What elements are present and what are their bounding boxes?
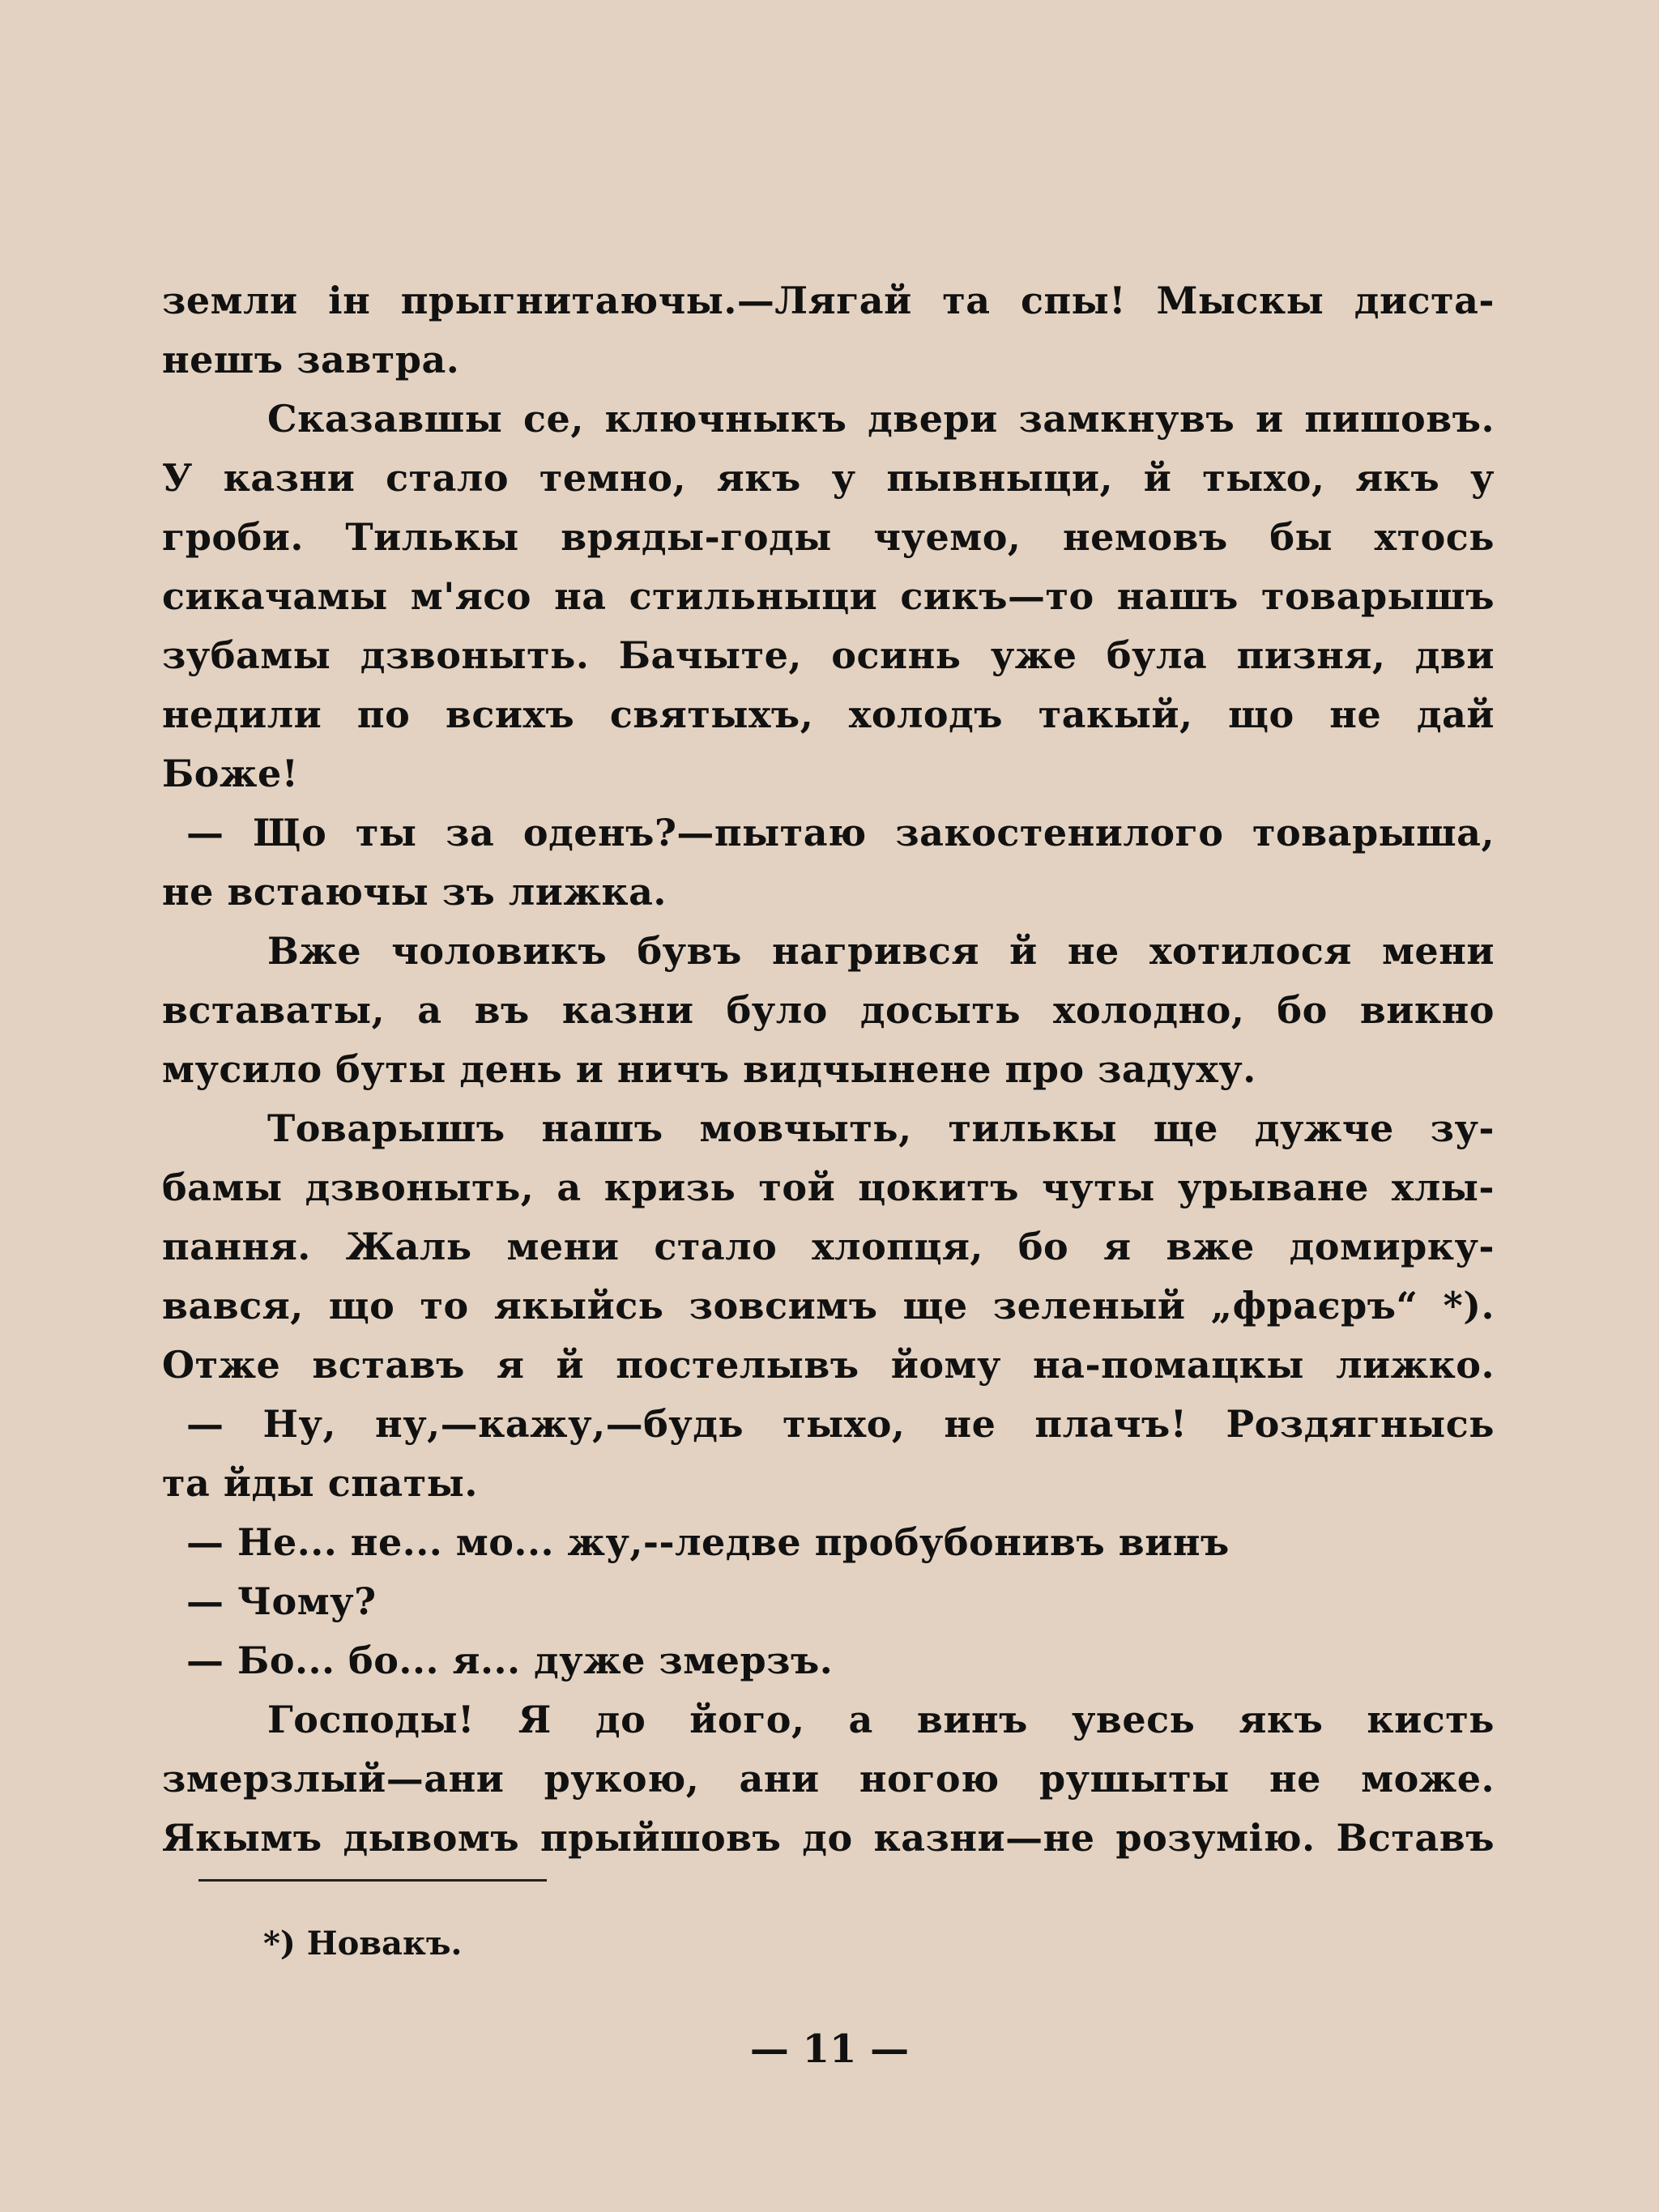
footnote-divider	[198, 1879, 547, 1882]
text-line: нешъ завтра.	[162, 338, 460, 381]
text-line: — Що ты за оденъ?—пытаю закостенилого товарыша,	[186, 811, 1495, 855]
text-line: та йды спаты.	[162, 1461, 478, 1505]
text-line: Товарышъ нашъ мовчыть, тилькы ще дужче зу-	[267, 1106, 1495, 1150]
text-line: мусило буты день и ничъ видчынене про задуху.	[162, 1047, 1256, 1091]
text-line: Якымъ дывомъ прыйшовъ до казни—не розумію. Вставъ	[162, 1816, 1495, 1860]
text-line: Сказавшы се, ключныкъ двери замкнувъ и пишовъ.	[267, 397, 1495, 441]
text-line: вставаты, а въ казни було досыть холодно, бо викно	[162, 988, 1495, 1032]
text-line: — Ну, ну,—кажу,—будь тыхо, не плачъ! Роздягнысь	[186, 1402, 1495, 1446]
text-line: земли ін прыгнитаючы.—Лягай та спы! Мыскы диста-	[162, 279, 1495, 322]
page-number: — 11 —	[749, 2027, 910, 2072]
text-line: — Чому?	[186, 1579, 377, 1623]
text-line: Отже вставъ я й постелывъ йому на-помацкы лижко.	[162, 1343, 1495, 1387]
text-line: — Не... не... мо... жу,--ледве пробубонивъ винъ	[186, 1520, 1230, 1564]
text-line: Господы! Я до його, а винъ увесь якъ кисть	[267, 1698, 1495, 1741]
text-line: бамы дзвоныть, а кризь той цокитъ чуты урыване хлы-	[162, 1166, 1495, 1209]
footnote: *) Новакъ.	[263, 1924, 463, 1963]
text-line: гроби. Тилькы вряды-годы чуемо, немовъ бы хтось	[162, 515, 1495, 559]
text-line: пання. Жаль мени стало хлопця, бо я вже домирку-	[162, 1225, 1495, 1268]
text-line: Боже!	[162, 752, 299, 795]
text-line: зубамы дзвоныть. Бачыте, осинь уже була пизня, дви	[162, 633, 1495, 677]
text-line: недили по всихъ святыхъ, холодъ такый, що не дай	[162, 693, 1495, 736]
text-line: — Бо... бо... я... дуже змерзъ.	[186, 1639, 834, 1682]
text-line: сикачамы м'ясо на стильныци сикъ—то нашъ товарышъ	[162, 574, 1495, 618]
text-line: Вже чоловикъ бувъ нагрився й не хотилося мени	[267, 929, 1495, 973]
text-line: не встаючы зъ лижка.	[162, 870, 667, 914]
text-line: вався, що то якыйсь зовсимъ ще зеленый „фраєръ“ *).	[162, 1284, 1495, 1328]
text-line: У казни стало темно, якъ у пывныци, й тыхо, якъ у	[162, 456, 1495, 500]
text-line: змерзлый—ани рукою, ани ногою рушыты не може.	[162, 1757, 1495, 1801]
body-text	[162, 271, 1495, 1868]
